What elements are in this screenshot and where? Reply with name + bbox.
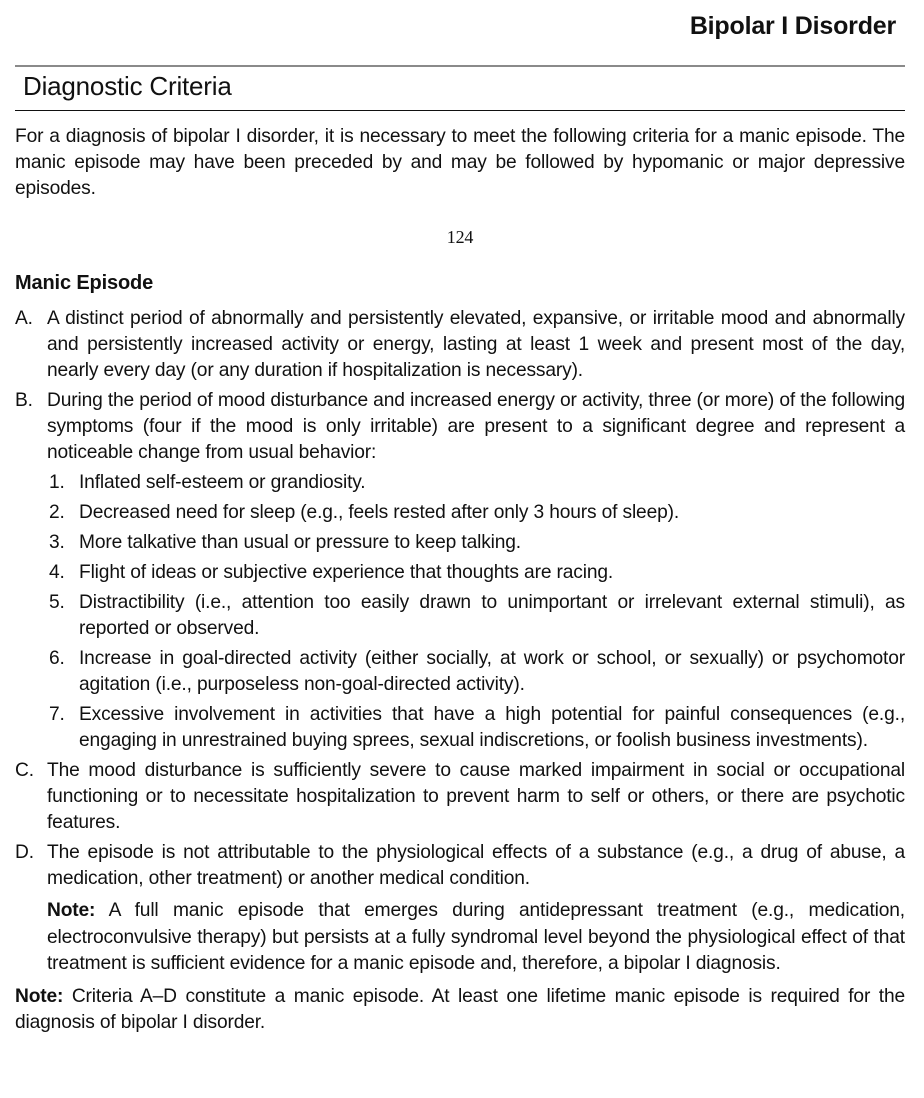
symptom-number: 1. bbox=[49, 472, 65, 493]
criterion-letter: B. bbox=[15, 390, 33, 411]
criterion-d-note bbox=[15, 898, 905, 978]
symptom-text: Distractibility (i.e., attention too easily drawn to unimportant or irrelevant external stimuli), as reported or observed. bbox=[79, 592, 905, 639]
criterion-text: The episode is not attributable to the physiological effects of a substance (e.g., a drug of abuse, a medication, other treatment) or another medical condition. bbox=[47, 842, 905, 889]
symptom-list bbox=[15, 470, 905, 754]
symptom-text: Increase in goal-directed activity (either socially, at work or school, or sexually) or psychomotor agitation (i.e., purposeless non-goal-directed activity). bbox=[79, 648, 905, 695]
document-body bbox=[15, 124, 905, 1036]
symptom-item bbox=[15, 646, 905, 698]
symptom-item bbox=[15, 470, 905, 496]
symptom-number: 4. bbox=[49, 562, 65, 583]
symptom-number: 7. bbox=[49, 704, 65, 725]
symptom-text: More talkative than usual or pressure to keep talking. bbox=[79, 532, 521, 553]
symptom-item bbox=[15, 590, 905, 642]
criterion-letter: C. bbox=[15, 760, 34, 781]
criterion-c bbox=[15, 758, 905, 836]
section-top-rule bbox=[15, 65, 905, 67]
criterion-a bbox=[15, 306, 905, 384]
symptom-item bbox=[15, 560, 905, 586]
note-label: Note: bbox=[47, 900, 96, 921]
criterion-b bbox=[15, 388, 905, 466]
symptom-number: 6. bbox=[49, 648, 65, 669]
note-text: Criteria A–D constitute a manic episode. At least one lifetime manic episode is required for the diagnosis of bipolar I disorder. bbox=[15, 985, 905, 1033]
criterion-text: A distinct period of abnormally and persistently elevated, expansive, or irritable mood and abnormally and persistently increased activity or energy, lasting at least 1 week and present most of the day, nearly every day (or any duration if hospitalization is necessary). bbox=[47, 308, 905, 381]
criteria-list bbox=[15, 306, 905, 978]
intro-paragraph: For a diagnosis of bipolar I disorder, it is necessary to meet the following criteria for a manic episode. The manic episode may have been preceded by and may be followed by hypomanic or major depressive episodes. bbox=[15, 126, 905, 199]
symptom-text: Inflated self-esteem or grandiosity. bbox=[79, 472, 366, 493]
section-title: Diagnostic Criteria bbox=[23, 71, 232, 101]
symptom-number: 2. bbox=[49, 502, 65, 523]
criterion-letter: A. bbox=[15, 308, 33, 329]
symptom-text: Excessive involvement in activities that have a high potential for painful consequences (e.g., engaging in unrestrained buying sprees, sexual indiscretions, or foolish business investments). bbox=[79, 704, 905, 751]
criterion-d bbox=[15, 840, 905, 892]
criterion-text: The mood disturbance is sufficiently severe to cause marked impairment in social or occupational functioning or to necessitate hospitalization to prevent harm to self or others, or there are psychotic features. bbox=[47, 760, 905, 833]
symptom-item bbox=[15, 702, 905, 754]
symptom-number: 3. bbox=[49, 532, 65, 553]
page-number: 124 bbox=[446, 227, 474, 247]
symptom-text: Decreased need for sleep (e.g., feels rested after only 3 hours of sleep). bbox=[79, 502, 680, 523]
symptom-item bbox=[15, 530, 905, 556]
symptom-text: Flight of ideas or subjective experience that thoughts are racing. bbox=[79, 562, 614, 583]
manic-episode-heading: Manic Episode bbox=[15, 272, 154, 294]
note-label: Note: bbox=[15, 985, 64, 1007]
symptom-item bbox=[15, 500, 905, 526]
criterion-letter: D. bbox=[15, 842, 34, 863]
section-bottom-rule bbox=[15, 110, 905, 111]
final-note bbox=[15, 984, 905, 1036]
page-header-title: Bipolar I Disorder bbox=[689, 12, 896, 40]
symptom-number: 5. bbox=[49, 592, 65, 613]
criterion-text: During the period of mood disturbance and increased energy or activity, three (or more) of the following symptoms (four if the mood is only irritable) are present to a significant degree and represent a noticeable change from usual behavior: bbox=[47, 390, 905, 463]
note-text: A full manic episode that emerges during antidepressant treatment (e.g., medication, electroconvulsive therapy) but persists at a fully syndromal level beyond the physiological effect of that treatment is sufficient evidence for a manic episode and, therefore, a bipolar I diagnosis. bbox=[47, 900, 905, 974]
